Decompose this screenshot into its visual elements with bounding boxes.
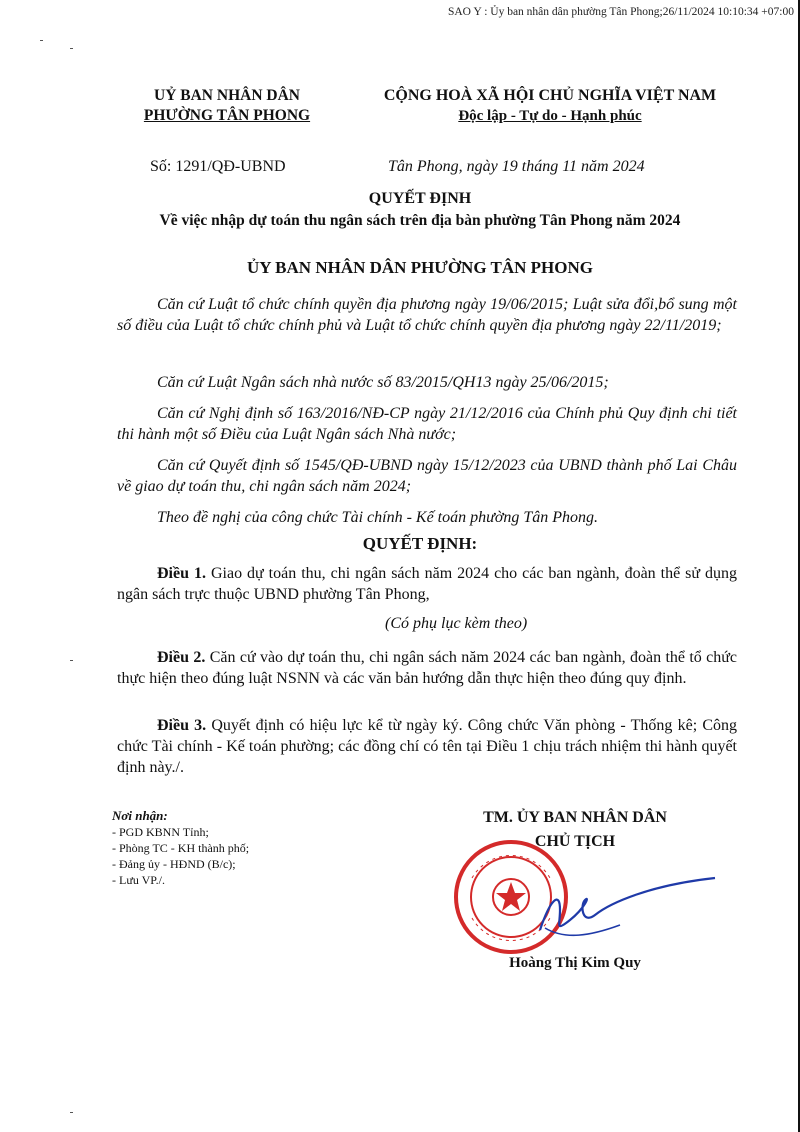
org-line-2: PHƯỜNG TÂN PHONG	[143, 107, 311, 124]
article-3-text: Quyết định có hiệu lực kể từ ngày ký. Công chức Văn phòng - Thống kê; Công chức Tài chính - Kế toán phường; các đồng chí có tên tại Điều 1 chịu trách nhiệm thi hành quyết định này./.	[117, 717, 737, 776]
place-date: Tân Phong, ngày 19 tháng 11 năm 2024	[388, 158, 645, 175]
recipient-item: - Đảng ủy - HĐND (B/c);	[112, 857, 236, 871]
signer-name: Hoàng Thị Kim Quy	[509, 955, 641, 971]
scan-speck	[40, 40, 43, 41]
recipient-item: - PGD KBNN Tỉnh;	[112, 825, 209, 839]
legal-basis-3: Căn cứ Nghị định số 163/2016/NĐ-CP ngày 21/12/2016 của Chính phủ Quy định chi tiết thi hành một số Điều của Luật Ngân sách Nhà nước;	[117, 405, 737, 443]
scan-speck	[70, 660, 73, 661]
document-title: QUYẾT ĐỊNH	[368, 190, 472, 207]
scan-speck	[70, 48, 73, 49]
national-heading	[350, 86, 750, 126]
article-2-label: Điều 2.	[157, 649, 206, 666]
legal-basis-1: Căn cứ Luật tổ chức chính quyền địa phương ngày 19/06/2015; Luật sửa đổi,bổ sung một số điều của Luật tổ chức chính phủ và Luật tổ chức chính quyền địa phương ngày 22/11/2019;	[117, 296, 737, 334]
signature-authority: TM. ỦY BAN NHÂN DÂN	[483, 809, 667, 826]
legal-basis-5: Theo đề nghị của công chức Tài chính - Kế toán phường Tân Phong.	[157, 509, 599, 526]
nation-name: CỘNG HOÀ XÃ HỘI CHỦ NGHĨA VIỆT NAM	[383, 87, 717, 104]
recipients-block	[112, 808, 249, 888]
issuer-heading: ỦY BAN NHÂN DÂN PHƯỜNG TÂN PHONG	[247, 258, 593, 277]
document-number: Số: 1291/QĐ-UBND	[150, 158, 286, 175]
article-3	[117, 715, 737, 778]
recipient-item: - Lưu VP./.	[112, 873, 165, 887]
issuing-organization	[132, 86, 322, 126]
scan-speck	[70, 1112, 73, 1113]
nation-motto: Độc lập - Tự do - Hạnh phúc	[458, 108, 642, 124]
signature-block	[450, 806, 700, 854]
document-subtitle: Về việc nhập dự toán thu ngân sách trên địa bàn phường Tân Phong năm 2024	[159, 212, 681, 229]
article-1	[117, 563, 737, 605]
article-1-label: Điều 1.	[157, 565, 206, 582]
decision-heading: QUYẾT ĐỊNH:	[362, 534, 478, 553]
legal-basis-4: Căn cứ Quyết định số 1545/QĐ-UBND ngày 15/12/2023 của UBND thành phố Lai Châu về giao dự toán thu, chi ngân sách năm 2024;	[117, 457, 737, 495]
article-3-label: Điều 3.	[157, 717, 207, 734]
handwritten-signature-icon	[530, 870, 720, 950]
article-1-text: Giao dự toán thu, chi ngân sách năm 2024 cho các ban ngành, đoàn thể sử dụng ngân sách trực thuộc UBND phường Tân Phong,	[117, 565, 738, 603]
article-2	[117, 647, 737, 689]
legal-basis-2: Căn cứ Luật Ngân sách nhà nước số 83/2015/QH13 ngày 25/06/2015;	[157, 374, 609, 391]
appendix-note: (Có phụ lục kèm theo)	[385, 615, 528, 632]
signature-title: CHỦ TỊCH	[534, 833, 616, 850]
recipients-heading: Nơi nhận:	[112, 808, 168, 823]
org-line-1: UỶ BAN NHÂN DÂN	[154, 87, 300, 104]
article-2-text: Căn cứ vào dự toán thu, chi ngân sách năm 2024 các ban ngành, đoàn thể tổ chức thực hiện theo đúng luật NSNN và các văn bản hướng dẫn thực hiện theo đúng quy định.	[117, 649, 738, 687]
recipient-item: - Phòng TC - KH thành phố;	[112, 841, 250, 855]
digital-signature-stamp: SAO Y : Ủy ban nhân dân phường Tân Phong;26/11/2024 10:10:34 +07:00	[447, 6, 794, 18]
